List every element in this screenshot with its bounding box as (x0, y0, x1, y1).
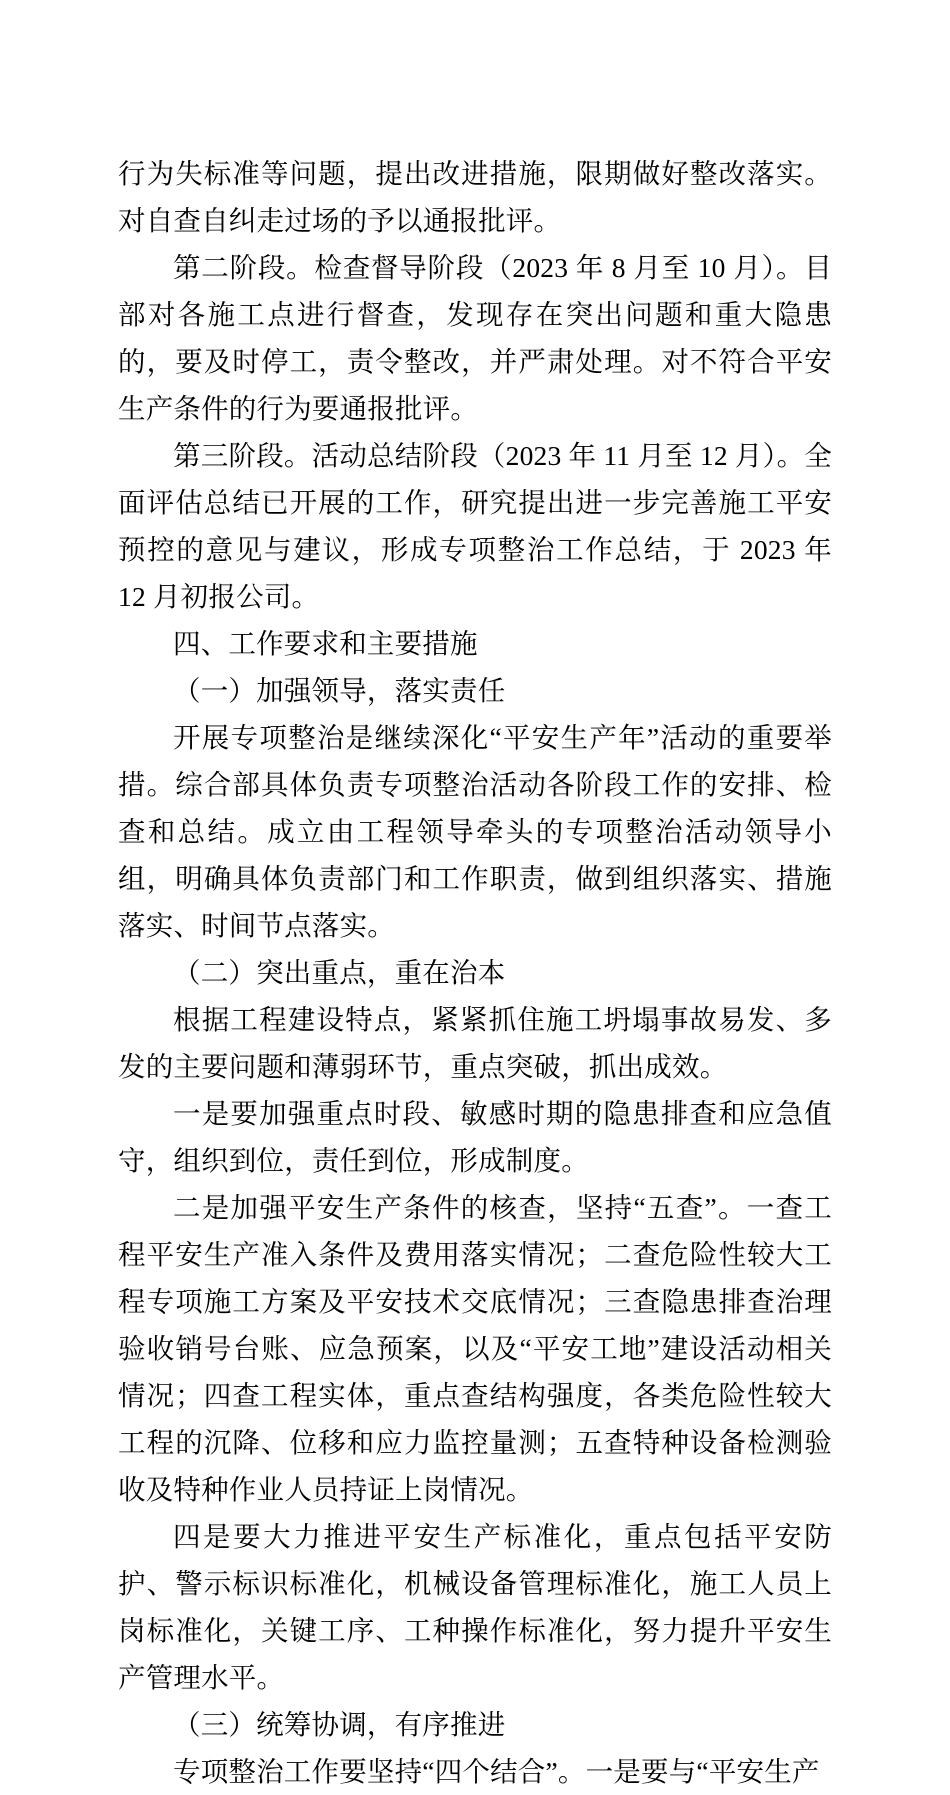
paragraph: 第三阶段。活动总结阶段（2023 年 11 月至 12 月）。全面评估总结已开展的工作，研究提出进一步完善施工平安预控的意见与建议，形成专项整治工作总结，于 2023 年 12 月初报公司。 (118, 440, 832, 612)
paragraph: 开展专项整治是继续深化“平安生产年”活动的重要举措。综合部具体负责专项整治活动各阶段工作的安排、检查和总结。成立由工程领导牵头的专项整治活动领导小组，明确具体负责部门和工作职责，做到组织落实、措施落实、时间节点落实。 (118, 722, 832, 941)
paragraph: 行为失标准等问题，提出改进措施，限期做好整改落实。对自查自纠走过场的予以通报批评。 (118, 158, 832, 236)
paragraph-subheading-two: （二）突出重点，重在治本 (173, 957, 506, 988)
paragraph: 一是要加强重点时段、敏感时期的隐患排查和应急值守，组织到位，责任到位，形成制度。 (118, 1098, 832, 1176)
paragraph: 专项整治工作要坚持“四个结合”。一是要与“平安生产 (173, 1756, 820, 1787)
paragraph-subheading-one: （一）加强领导，落实责任 (173, 675, 506, 706)
document-body (118, 150, 832, 1795)
paragraph-heading-section-four: 四、工作要求和主要措施 (173, 628, 478, 659)
paragraph: 根据工程建设特点，紧紧抓住施工坍塌事故易发、多发的主要问题和薄弱环节，重点突破，抓出成效。 (118, 1004, 832, 1082)
paragraph: 四是要大力推进平安生产标准化，重点包括平安防护、警示标识标准化，机械设备管理标准化，施工人员上岗标准化，关键工序、工种操作标准化，努力提升平安生产管理水平。 (118, 1521, 832, 1693)
paragraph: 二是加强平安生产条件的核查，坚持“五查”。一查工程平安生产准入条件及费用落实情况；二查危险性较大工程专项施工方案及平安技术交底情况；三查隐患排查治理验收销号台账、应急预案，以及“平安工地”建设活动相关情况；四查工程实体，重点查结构强度，各类危险性较大工程的沉降、位移和应力监控量测；五查特种设备检测验收及特种作业人员持证上岗情况。 (118, 1192, 832, 1505)
paragraph-subheading-three: （三）统筹协调，有序推进 (173, 1709, 506, 1740)
paragraph: 第二阶段。检查督导阶段（2023 年 8 月至 10 月）。目部对各施工点进行督查，发现存在突出问题和重大隐患的，要及时停工，责令整改，并严肃处理。对不符合平安生产条件的行为要通报批评。 (118, 252, 832, 424)
